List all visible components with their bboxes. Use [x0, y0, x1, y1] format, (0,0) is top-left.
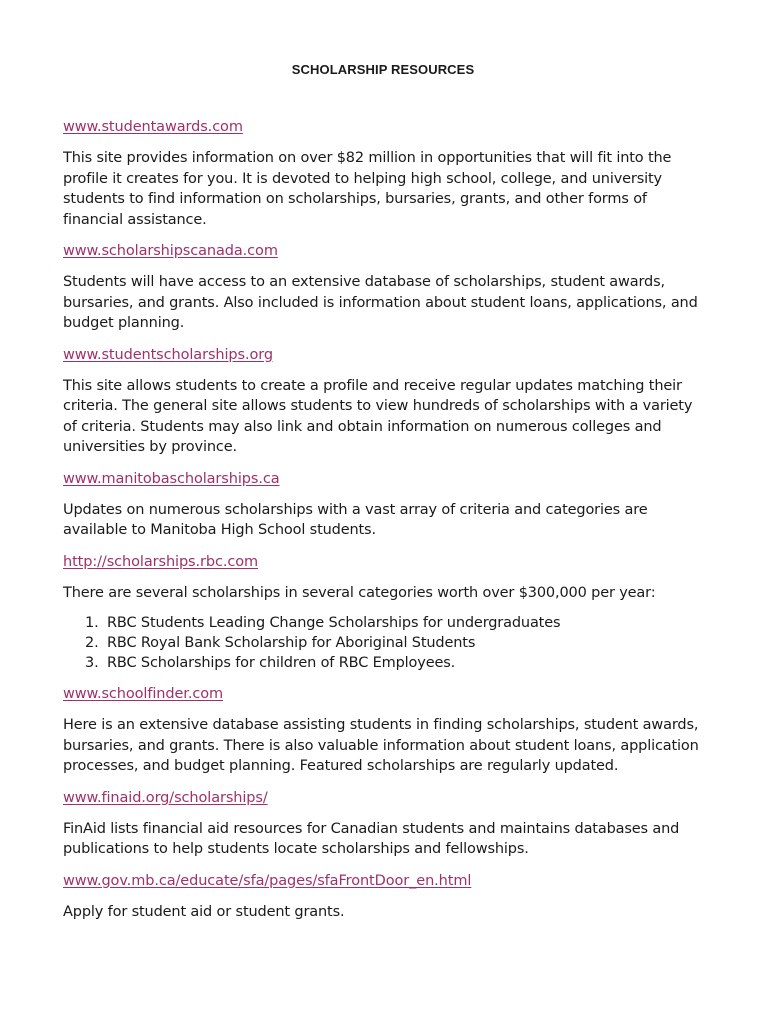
resource-description: This site provides information on over $82 million in opportunities that will fit into the profile it creates for you. It is devoted to helping high school, college, and university students to find information on scholarships, bursaries, grants, and other forms of financial assistance.	[63, 150, 672, 228]
resource-description: Updates on numerous scholarships with a vast array of criteria and categories are available to Manitoba High School students.	[63, 501, 648, 538]
list-item-text: RBC Students Leading Change Scholarships for undergraduates	[107, 615, 561, 631]
resource-link-gov-mb[interactable]: www.gov.mb.ca/educate/sfa/pages/sfaFrontDoor_en.html	[63, 872, 472, 889]
list-item-text: RBC Scholarships for children of RBC Employees.	[107, 655, 456, 671]
resource-link-studentawards[interactable]: www.studentawards.com	[63, 119, 243, 135]
resource-link-rbc[interactable]: http://scholarships.rbc.com	[63, 553, 259, 570]
list-item	[85, 653, 703, 673]
resource-description: Here is an extensive database assisting students in finding scholarships, student awards, bursaries, and grants. There is also valuable information about student loans, application processes, and budget planning. Featured scholarships are regularly updated.	[63, 717, 699, 774]
list-item	[85, 613, 703, 633]
list-number: 3.	[85, 655, 99, 671]
resource-description: FinAid lists financial aid resources for Canadian students and maintains databases and publications to help students locate scholarships and fellowships.	[63, 820, 680, 857]
resource-link-manitobascholarships[interactable]: www.manitobascholarships.ca	[63, 470, 280, 487]
list-number: 1.	[85, 615, 99, 631]
resource-description: Apply for student aid or student grants.	[63, 903, 345, 920]
page-title: SCHOLARSHIP RESOURCES	[291, 62, 475, 77]
resource-description: This site allows students to create a profile and receive regular updates matching their criteria. The general site allows students to view hundreds of scholarships with a variety of criteria. Students may also link and obtain information on numerous colleges and universities by province.	[63, 377, 693, 455]
resource-link-finaid[interactable]: www.finaid.org/scholarships/	[63, 789, 268, 806]
list-item	[85, 633, 703, 653]
resource-description: There are several scholarships in several categories worth over $300,000 per year:	[63, 584, 656, 601]
list-number: 2.	[85, 635, 99, 651]
rbc-scholarship-list	[63, 613, 703, 673]
resource-description: Students will have access to an extensive database of scholarships, student awards, bursaries, and grants. Also included is information about student loans, applications, and budget planning.	[63, 274, 698, 331]
list-item-text: RBC Royal Bank Scholarship for Aboriginal Students	[107, 635, 476, 651]
document-page	[63, 62, 703, 933]
resource-link-studentscholarships[interactable]: www.studentscholarships.org	[63, 346, 273, 363]
resource-link-scholarshipscanada[interactable]: www.scholarshipscanada.com	[63, 243, 278, 259]
resource-link-schoolfinder[interactable]: www.schoolfinder.com	[63, 686, 223, 702]
